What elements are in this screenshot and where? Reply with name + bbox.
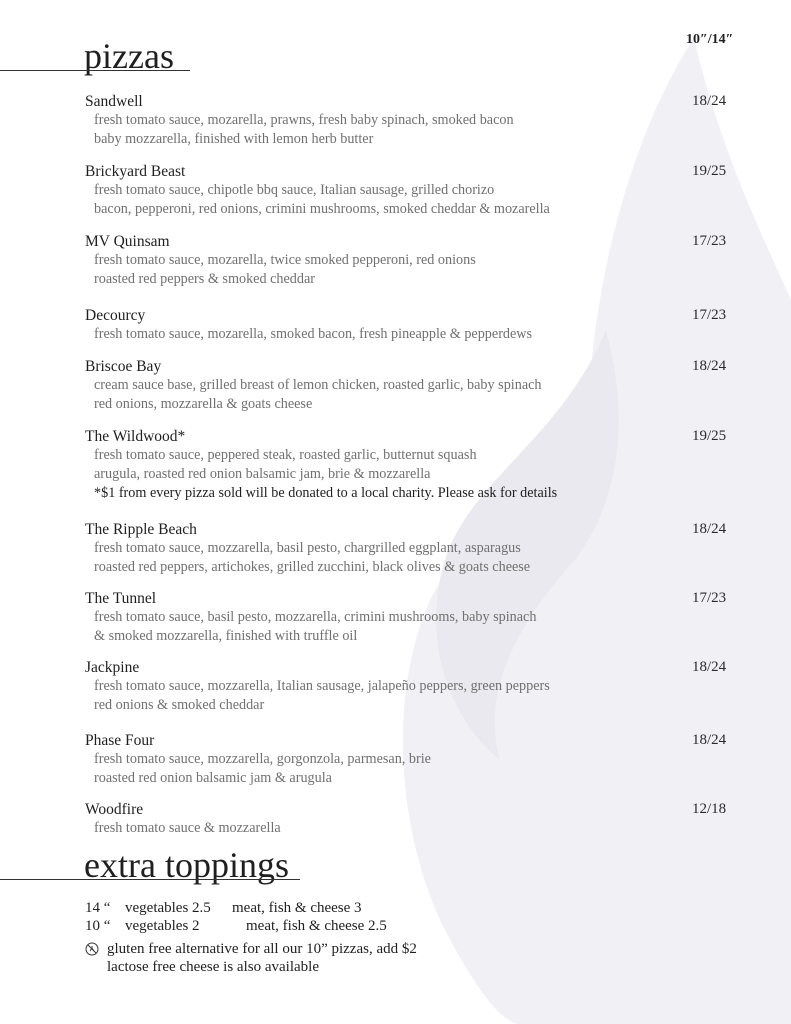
pizza-name: Woodfire [85,801,144,818]
pizza-price: 18/24 [692,521,727,537]
pizza-description: cream sauce base, grilled breast of lemon chicken, roasted garlic, baby spinach [94,377,542,393]
pizzas-title: pizzas [84,36,174,76]
pizza-name: The Wildwood* [85,428,186,445]
pizza-description: fresh tomato sauce, chipotle bbq sauce, Italian sausage, grilled chorizo [94,182,495,198]
pizza-item [85,589,725,646]
pizza-description: roasted red onion balsamic jam & arugula [94,770,332,786]
pizza-price: 19/25 [692,163,727,179]
pizza-description: roasted red peppers & smoked cheddar [94,271,316,287]
pizza-price: 18/24 [692,659,727,675]
topping-size: 10 “ [85,918,111,934]
pizza-price: 17/23 [692,590,727,606]
pizza-item [85,427,725,503]
pizza-item [85,731,725,788]
topping-meat: meat, fish & cheese 2.5 [246,918,387,934]
pizza-description: fresh tomato sauce, mozzarella, gorgonzola, parmesan, brie [94,751,431,767]
pizza-description: fresh tomato sauce, mozzarella, basil pesto, chargrilled eggplant, asparagus [94,540,521,556]
size-header: 10″/14″ [686,32,734,47]
pizza-description: roasted red peppers, artichokes, grilled zucchini, black olives & goats cheese [94,559,531,575]
pizza-description: baby mozzarella, finished with lemon herb butter [94,131,374,147]
pizza-price: 19/25 [692,428,727,444]
pizza-item [85,232,725,289]
pizza-description: fresh tomato sauce, basil pesto, mozzarella, crimini mushrooms, baby spinach [94,609,537,625]
pizza-description: fresh tomato sauce, mozarella, smoked bacon, fresh pineapple & pepperdews [94,326,533,342]
pizza-description: fresh tomato sauce, peppered steak, roasted garlic, butternut squash [94,447,477,463]
pizza-item [85,357,725,414]
pizza-name: Brickyard Beast [85,163,186,180]
pizza-description: red onions & smoked cheddar [94,697,265,713]
pizza-description: bacon, pepperoni, red onions, crimini mushrooms, smoked cheddar & mozarella [94,201,550,217]
pizza-description: fresh tomato sauce, mozarella, prawns, fresh baby spinach, smoked bacon [94,112,514,128]
pizza-name: Briscoe Bay [85,358,162,375]
extra-toppings-title: extra toppings [84,845,289,885]
pizza-name: Phase Four [85,732,155,749]
lactose-free-text: lactose free cheese is also available [107,959,319,975]
pizza-item [85,520,725,577]
pizza-item [85,92,725,149]
pizza-item [85,306,725,344]
pizza-price: 18/24 [692,358,727,374]
pizza-name: Jackpine [85,659,140,676]
pizza-description: red onions, mozzarella & goats cheese [94,396,313,412]
pizza-price: 17/23 [692,307,727,323]
pizza-item [85,800,725,838]
pizza-description: arugula, roasted red onion balsamic jam, brie & mozzarella [94,466,431,482]
topping-vegetables: vegetables 2 [125,918,200,934]
topping-size: 14 “ [85,900,111,916]
pizza-description: fresh tomato sauce & mozzarella [94,820,281,836]
extra-toppings-rule [0,879,300,880]
pizza-name: The Tunnel [85,590,157,607]
pizza-name: The Ripple Beach [85,521,197,538]
pizza-description: & smoked mozzarella, finished with truffle oil [94,628,358,644]
pizza-item [85,658,725,715]
pizza-description: fresh tomato sauce, mozarella, twice smoked pepperoni, red onions [94,252,476,268]
pizza-price: 18/24 [692,732,727,748]
pizza-name: Decourcy [85,307,146,324]
gluten-free-text: gluten free alternative for all our 10” pizzas, add $2 [107,941,417,957]
pizza-price: 17/23 [692,233,727,249]
pizza-name: Sandwell [85,93,143,110]
pizza-price: 18/24 [692,93,727,109]
pizza-name: MV Quinsam [85,233,170,250]
pizza-item [85,162,725,219]
topping-vegetables: vegetables 2.5 [125,900,211,916]
pizza-description: fresh tomato sauce, mozzarella, Italian sausage, jalapeño peppers, green peppers [94,678,550,694]
gluten-free-icon [85,942,99,956]
pizzas-rule [0,70,190,71]
topping-meat: meat, fish & cheese 3 [232,900,362,916]
pizza-price: 12/18 [692,801,727,817]
charity-note: *$1 from every pizza sold will be donated to a local charity. Please ask for details [94,485,558,501]
